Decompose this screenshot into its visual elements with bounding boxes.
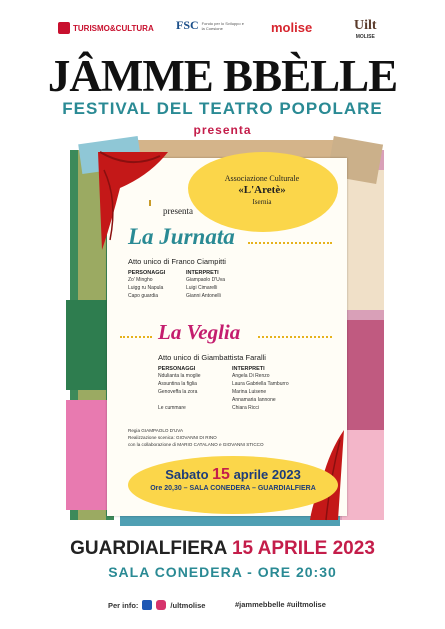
association-city: Isernia [252, 198, 272, 206]
card-date [128, 466, 338, 484]
presenta-label: presenta [193, 123, 252, 137]
play1-roles-column [128, 270, 188, 300]
play1-dotted-rule [248, 242, 332, 244]
play1-role: Capo guardia [128, 293, 159, 299]
event-place-date [0, 538, 445, 560]
play1-role: Zo' Mingho [128, 277, 153, 283]
card-date-day: Sabato [165, 467, 209, 482]
association-name: «L'Aretè» [238, 184, 286, 196]
play2-roles-column [158, 366, 228, 412]
credit-collab: con la collaborazione di MARIO CATALANO e GIOVANNI STICCO [128, 442, 264, 447]
play2-dotted-rule-right [258, 336, 332, 338]
festival-title: JÂMME BBÈLLE [47, 51, 398, 101]
fsc-logo-subtext: Fondo per lo Sviluppo e la Coesione [201, 20, 244, 31]
play1-role: Luigg ru Napula [128, 285, 164, 291]
footer-info [108, 598, 205, 612]
play1-actors-header: INTERPRETI [186, 270, 219, 276]
production-credits [128, 427, 264, 448]
play2-actor: Annamaria Iannone [232, 397, 276, 403]
event-venue: SALA CONEDERA - ORE 20:30 [108, 564, 337, 580]
festival-subtitle: FESTIVAL DEL TEATRO POPOLARE [62, 99, 383, 118]
molise-logo-text: molise [271, 20, 313, 35]
card-presenta: presenta [163, 206, 193, 216]
credit-scenica: Realizzazione scenica: GIOVANNI DI RINO [128, 435, 217, 440]
event-date: 15 APRILE 2023 [231, 538, 375, 559]
card-date-num: 15 [212, 466, 230, 483]
play1-actor: Giampaolo D'Uva [186, 277, 226, 283]
play2-role: Assuntina la figlia [158, 381, 197, 387]
play2-actors-column [232, 366, 322, 412]
play2-roles-header: PERSONAGGI [158, 366, 196, 372]
play2-role: Le cummare [158, 405, 186, 411]
play2-title: La Veglia [158, 320, 241, 344]
play2-dotted-rule-left [120, 336, 152, 338]
play2-role: Genoveffa la zora [158, 389, 198, 395]
play2-actor: Angela Di Renzo [232, 373, 270, 379]
footer-hashtags: #jammebbelle #uiltmolise [235, 600, 326, 609]
uilt-logo-subtext: MOLISE [355, 34, 375, 40]
facebook-icon[interactable] [142, 600, 152, 610]
play2-actor: Marina Luisene [232, 389, 267, 395]
play2-actors-header: INTERPRETI [232, 366, 265, 372]
turismo-logo-text: TURISMO&CULTURA [73, 23, 154, 33]
play2-actor: Laura Gabriella Tamburro [232, 381, 289, 387]
play2-author: Atto unico di Giambattista Faralli [158, 353, 266, 362]
fsc-logo-text: FSC [176, 18, 199, 32]
uilt-logo-text: Uilt [354, 18, 377, 33]
event-town: GUARDIALFIERA [70, 538, 227, 559]
play1-roles-header: PERSONAGGI [128, 270, 166, 276]
footer-info-label: Per info: [108, 600, 139, 610]
footer-handle[interactable]: /ultmolise [170, 600, 206, 610]
play2-role: Ndulianta la moglie [158, 373, 201, 379]
play1-title: La Jurnata [128, 224, 235, 249]
instagram-icon[interactable] [156, 600, 166, 610]
credit-regia: Regia GIAMPAOLO D'UVA [128, 428, 184, 433]
play2-actor: Chiara Ricci [232, 405, 259, 411]
play1-author: Atto unico di Franco Ciampitti [128, 257, 226, 266]
association-label: Associazione Culturale [224, 174, 300, 183]
play1-actors-column [186, 270, 256, 300]
play1-actor: Gianni Antonelli [186, 293, 221, 299]
card-time: Ore 20,30 – SALA CONEDERA – GUARDIALFIERA [150, 485, 316, 492]
play2-role [158, 396, 228, 404]
play1-actor: Luigi Cimarelli [186, 285, 218, 291]
card-date-month: aprile 2023 [233, 467, 301, 482]
